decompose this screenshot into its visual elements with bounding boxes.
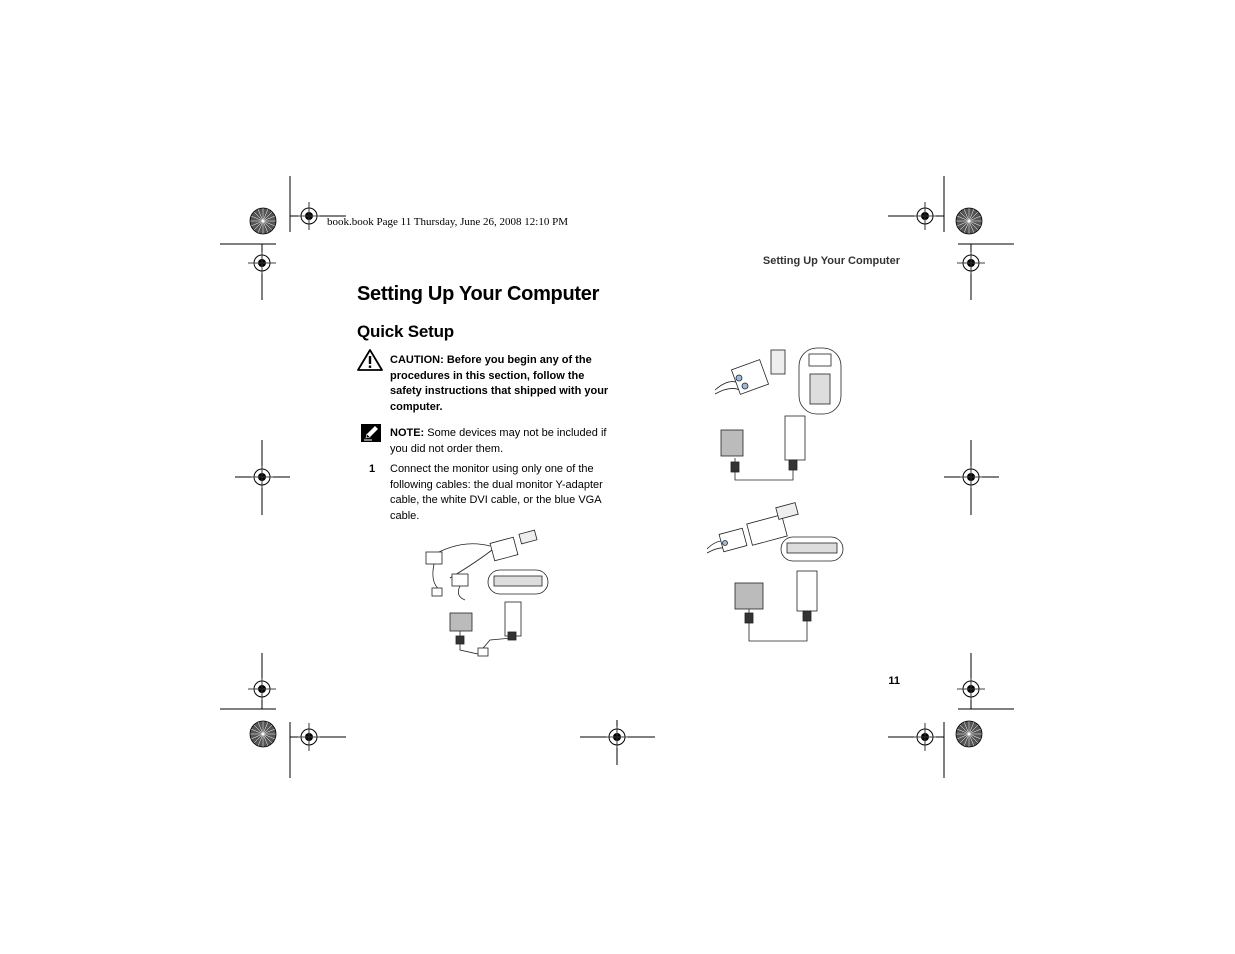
caution-notice bbox=[390, 353, 615, 415]
step-text: Connect the monitor using only one of the following cables: the dual monitor Y-adapter cable, the white DVI cable, or the blue VGA cable. bbox=[390, 463, 603, 522]
section-title: Quick Setup bbox=[357, 322, 454, 341]
note-label: NOTE: bbox=[390, 427, 425, 439]
page-number: 11 bbox=[888, 675, 900, 687]
print-slug: book.book Page 11 Thursday, June 26, 2008 12:10 PM bbox=[327, 216, 568, 228]
caution-label: CAUTION: bbox=[390, 354, 444, 366]
note-text: Some devices may not be included if you did not order them. bbox=[390, 427, 607, 455]
vga-cable-illustration bbox=[715, 342, 845, 487]
page-title: Setting Up Your Computer bbox=[357, 283, 600, 305]
y-adapter-illustration bbox=[420, 528, 555, 663]
step-number: 1 bbox=[369, 463, 376, 475]
note-notice bbox=[390, 426, 615, 457]
dvi-cable-illustration bbox=[707, 497, 847, 647]
caution-text: Before you begin any of the procedures in this section, follow the safety instructions that shipped with your computer. bbox=[390, 354, 609, 413]
pencil-note-icon bbox=[360, 423, 382, 443]
running-head: Setting Up Your Computer bbox=[762, 255, 900, 267]
warning-triangle-icon bbox=[357, 348, 383, 371]
